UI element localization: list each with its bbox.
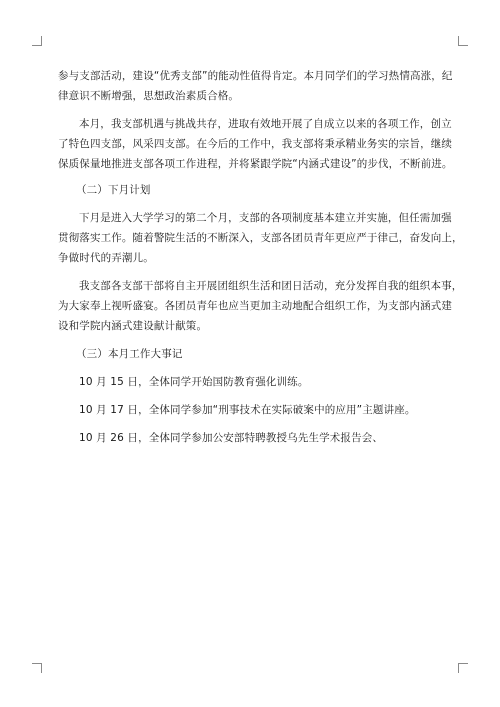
document-body xyxy=(58,66,463,448)
crop-mark-bottom-left xyxy=(32,663,42,673)
paragraph-line: 保质保量地推进支部各项工作进程，并将紧跟学院“内涵式建设”的步伐，不断前进。 xyxy=(58,158,453,170)
paragraph-2 xyxy=(58,114,453,174)
section-heading-next-month-plan: （二）下月计划 xyxy=(76,184,151,196)
paragraph-line: 设和学院内涵式建设献计献策。 xyxy=(58,320,208,332)
crop-mark-top-right xyxy=(458,36,468,46)
paragraph-line: 律意识不断增强，思想政治素质合格。 xyxy=(58,90,240,102)
crop-mark-top-left xyxy=(32,36,42,46)
paragraph-line: 参与支部活动，建设“优秀支部”的能动性值得肯定。本月同学们的学习热情高涨，纪 xyxy=(58,70,453,82)
paragraph-line: 本月，我支部机遇与挑战共存，进取有效地开展了自成立以来的各项工作，创立 xyxy=(79,118,452,130)
crop-mark-bottom-right xyxy=(458,663,468,673)
paragraph-line: 为大家奉上视听盛宴。各团员青年也应当更加主动地配合组织工作，为支部内涵式建 xyxy=(58,300,453,312)
paragraph-line: 贯彻落实工作。随着警院生活的不断深入，支部各团员青年更应严于律己，奋发向上， xyxy=(58,232,463,244)
paragraph-line: 争做时代的弄潮儿。 xyxy=(58,252,154,264)
paragraph-1 xyxy=(58,66,453,106)
paragraph-line: 下月是进入大学学习的第二个月，支部的各项制度基本建立并实施，但任需加强 xyxy=(79,212,452,224)
paragraph-3 xyxy=(58,208,463,268)
event-item: 10 月 17 日，全体同学参加“刑事技术在实际破案中的应用”主题讲座。 xyxy=(79,404,416,416)
event-item: 10 月 15 日，全体同学开始国防教育强化训练。 xyxy=(79,376,309,388)
paragraph-line: 了特色四支部，风采四支部。在今后的工作中，我支部将秉承精业务实的宗旨，继续 xyxy=(58,138,453,150)
paragraph-4 xyxy=(58,276,463,336)
paragraph-line: 我支部各支部干部将自主开展团组织生活和团日活动，充分发挥自我的组织本事， xyxy=(79,280,463,292)
section-heading-monthly-events: （三）本月工作大事记 xyxy=(76,348,183,360)
event-item: 10 月 26 日，全体同学参加公安部特聘教授乌先生学术报告会、 xyxy=(79,432,384,444)
